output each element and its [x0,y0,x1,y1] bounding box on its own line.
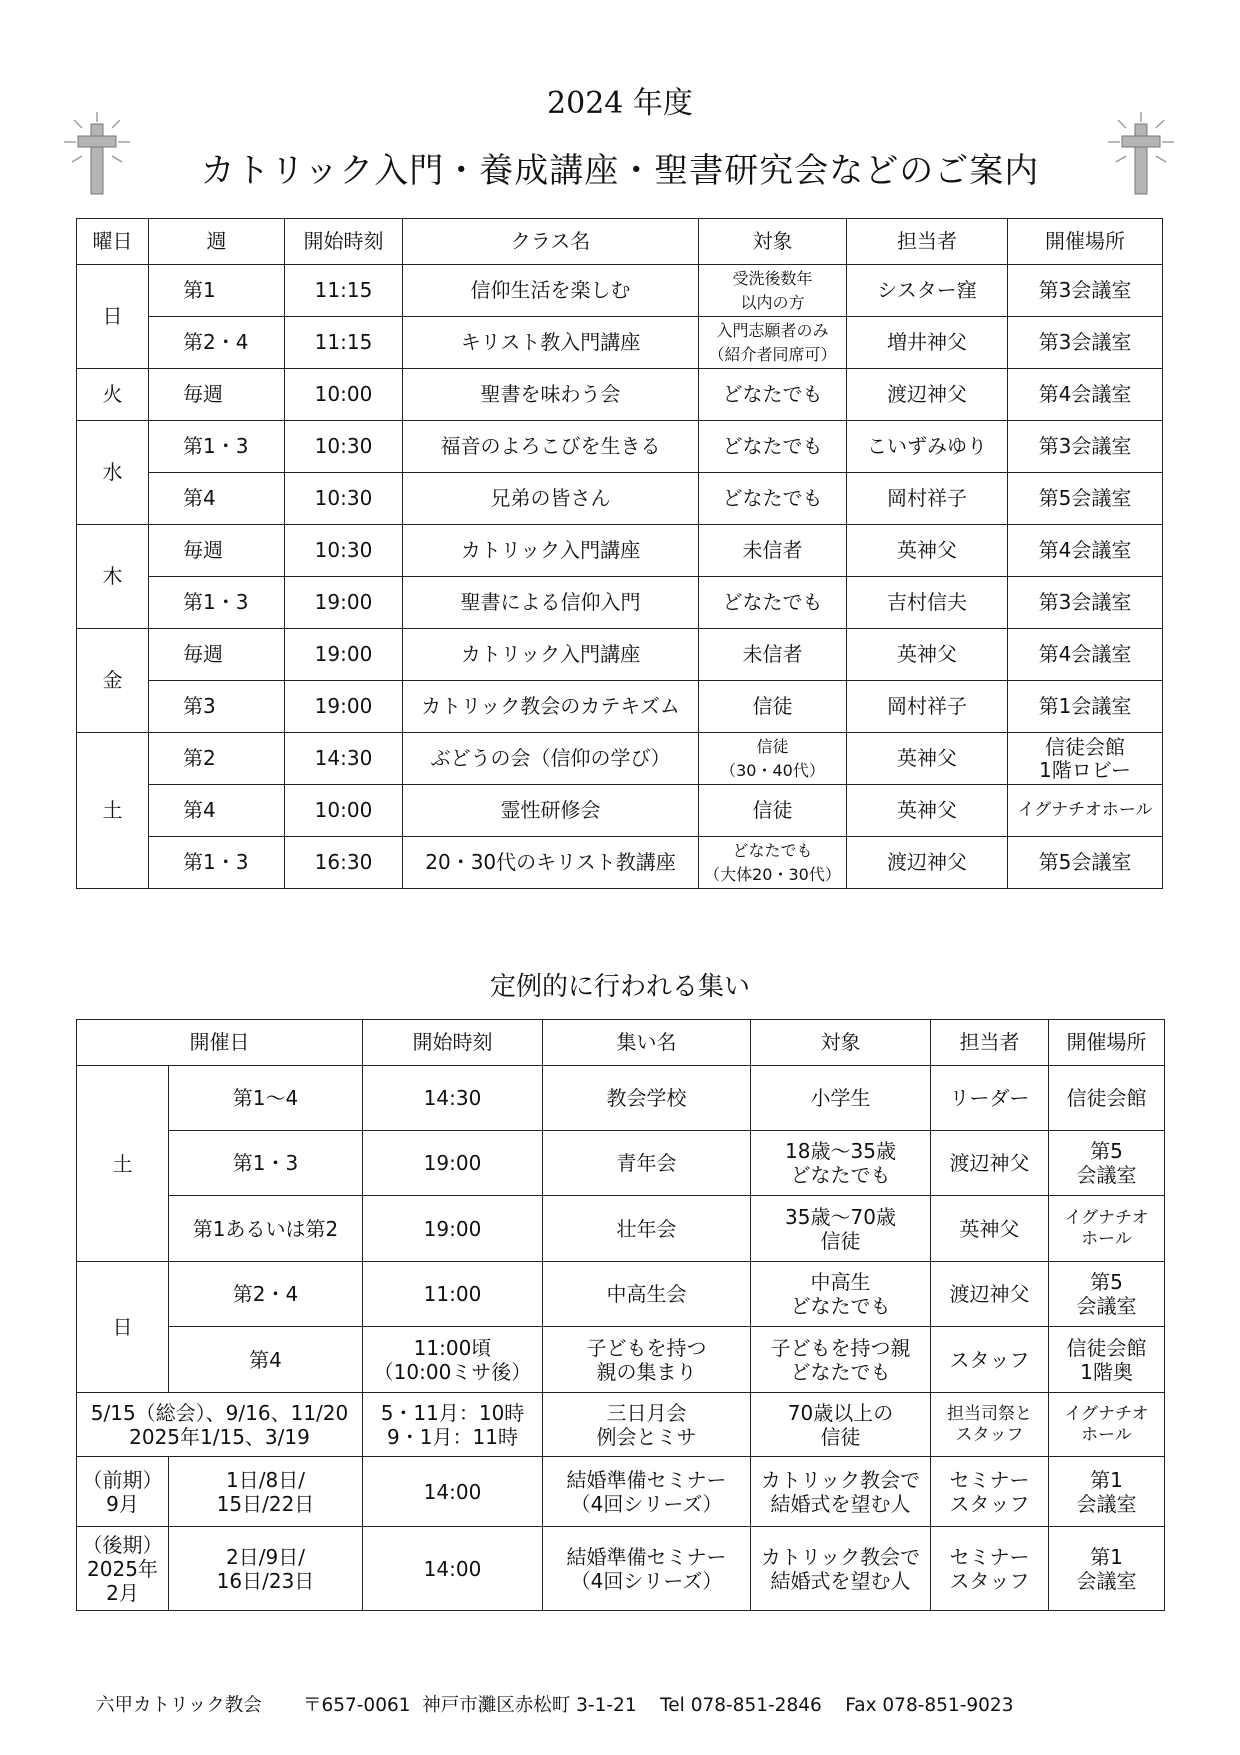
date-cell: 第2・4 [169,1262,363,1327]
staff-cell: 英神父 [931,1196,1049,1262]
table-header-row [77,219,1163,265]
staff-cell: 英神父 [847,733,1008,785]
column-header: 対象 [751,1020,931,1066]
table-row [77,837,1163,889]
date-cell: 1日/8日/ 15日/22日 [169,1457,363,1527]
week-cell: 第4 [149,473,285,525]
staff-cell: 英神父 [847,629,1008,681]
target-cell: 受洗後数年 以内の方 [699,265,847,317]
target-cell: 18歳～35歳 どなたでも [751,1131,931,1196]
staff-cell: 担当司祭と スタッフ [931,1393,1049,1457]
week-cell: 毎週 [149,369,285,421]
class-name-cell: 20・30代のキリスト教講座 [403,837,699,889]
table-row [77,1393,1165,1457]
gathering-name-cell: 青年会 [543,1131,751,1196]
staff-cell: セミナー スタッフ [931,1527,1049,1611]
week-cell: 毎週 [149,525,285,577]
staff-cell: スタッフ [931,1327,1049,1393]
time-cell: 10:30 [285,473,403,525]
column-header: 開催場所 [1008,219,1163,265]
class-name-cell: 聖書による信仰入門 [403,577,699,629]
time-cell: 19:00 [363,1196,543,1262]
time-cell: 10:00 [285,785,403,837]
column-header: 週 [149,219,285,265]
class-name-cell: カトリック教会のカテキズム [403,681,699,733]
table-row [77,629,1163,681]
place-cell: 第3会議室 [1008,317,1163,369]
place-cell: 第4会議室 [1008,629,1163,681]
column-header: 曜日 [77,219,149,265]
place-cell: イグナチオホール [1008,785,1163,837]
day-cell: 木 [77,525,149,629]
place-cell: 第5 会議室 [1049,1262,1165,1327]
place-cell: 第4会議室 [1008,525,1163,577]
class-name-cell: 霊性研修会 [403,785,699,837]
table-row [77,1327,1165,1393]
place-cell: イグナチオ ホール [1049,1393,1165,1457]
target-cell: どなたでも （大体20・30代） [699,837,847,889]
target-cell: 35歳～70歳 信徒 [751,1196,931,1262]
gathering-name-cell: 子どもを持つ 親の集まり [543,1327,751,1393]
target-cell: 子どもを持つ親 どなたでも [751,1327,931,1393]
gathering-name-cell: 教会学校 [543,1066,751,1131]
phone: Tel 078-851-2846 [660,1695,822,1716]
place-cell: 第3会議室 [1008,265,1163,317]
table-row [77,577,1163,629]
table-row [77,473,1163,525]
staff-cell: セミナー スタッフ [931,1457,1049,1527]
column-header: 開始時刻 [363,1020,543,1066]
class-name-cell: 兄弟の皆さん [403,473,699,525]
table-row [77,785,1163,837]
time-cell: 19:00 [285,681,403,733]
week-cell: 第1・3 [149,577,285,629]
day-cell: 日 [77,1262,169,1393]
place-cell: 第1会議室 [1008,681,1163,733]
table-row [77,733,1163,785]
place-cell: 第1 会議室 [1049,1527,1165,1611]
term-cell: （前期） 9月 [77,1457,169,1527]
table-row [77,525,1163,577]
time-cell: 5・11月：10時 9・1月：11時 [363,1393,543,1457]
time-cell: 19:00 [285,629,403,681]
address: 神戸市灘区赤松町 3-1-21 [422,1695,637,1716]
place-cell: 信徒会館 1階奥 [1049,1327,1165,1393]
staff-cell: 渡辺神父 [931,1131,1049,1196]
day-cell: 水 [77,421,149,525]
day-cell: 土 [77,1066,169,1262]
column-header: 集い名 [543,1020,751,1066]
week-cell: 第2 [149,733,285,785]
target-cell: 70歳以上の 信徒 [751,1393,931,1457]
target-cell: どなたでも [699,421,847,473]
date-cell: 2日/9日/ 16日/23日 [169,1527,363,1611]
class-name-cell: 信仰生活を楽しむ [403,265,699,317]
day-cell: 金 [77,629,149,733]
time-cell: 10:00 [285,369,403,421]
target-cell: 未信者 [699,525,847,577]
time-cell: 19:00 [285,577,403,629]
table-row [77,1196,1165,1262]
week-cell: 第4 [149,785,285,837]
time-cell: 14:00 [363,1527,543,1611]
gatherings-table [76,1019,1165,1611]
time-cell: 11:15 [285,317,403,369]
gathering-name-cell: 結婚準備セミナー （4回シリーズ） [543,1527,751,1611]
place-cell: 第5会議室 [1008,837,1163,889]
day-cell: 日 [77,265,149,369]
class-name-cell: 聖書を味わう会 [403,369,699,421]
time-cell: 16:30 [285,837,403,889]
date-cell: 5/15（総会）、9/16、11/20 2025年1/15、3/19 [77,1393,363,1457]
time-cell: 11:15 [285,265,403,317]
week-cell: 第1・3 [149,421,285,473]
staff-cell: リーダー [931,1066,1049,1131]
date-cell: 第1あるいは第2 [169,1196,363,1262]
target-cell: 入門志願者のみ （紹介者同席可） [699,317,847,369]
staff-cell: こいずみゆり [847,421,1008,473]
target-cell: どなたでも [699,577,847,629]
place-cell: イグナチオ ホール [1049,1196,1165,1262]
footer-contact [96,1691,1013,1717]
gathering-name-cell: 中高生会 [543,1262,751,1327]
week-cell: 第1 [149,265,285,317]
gatherings-heading: 定例的に行われる集い [489,972,750,1002]
column-header: 担当者 [931,1020,1049,1066]
table-row [77,1262,1165,1327]
time-cell: 10:30 [285,525,403,577]
gathering-name-cell: 結婚準備セミナー （4回シリーズ） [543,1457,751,1527]
class-name-cell: カトリック入門講座 [403,629,699,681]
column-header: 対象 [699,219,847,265]
time-cell: 11:00頃 （10:00ミサ後） [363,1327,543,1393]
staff-cell: 渡辺神父 [847,369,1008,421]
time-cell: 14:30 [363,1066,543,1131]
time-cell: 10:30 [285,421,403,473]
week-cell: 第3 [149,681,285,733]
staff-cell: 岡村祥子 [847,473,1008,525]
class-name-cell: キリスト教入門講座 [403,317,699,369]
column-header: 担当者 [847,219,1008,265]
time-cell: 14:00 [363,1457,543,1527]
class-name-cell: カトリック入門講座 [403,525,699,577]
classes-table [76,218,1163,889]
column-header: 開催場所 [1049,1020,1165,1066]
target-cell: 中高生 どなたでも [751,1262,931,1327]
staff-cell: 英神父 [847,525,1008,577]
table-row [77,265,1163,317]
target-cell: 未信者 [699,629,847,681]
staff-cell: 岡村祥子 [847,681,1008,733]
target-cell: どなたでも [699,473,847,525]
staff-cell: 渡辺神父 [931,1262,1049,1327]
column-header: クラス名 [403,219,699,265]
place-cell: 第1 会議室 [1049,1457,1165,1527]
gathering-name-cell: 壮年会 [543,1196,751,1262]
gathering-name-cell: 三日月会 例会とミサ [543,1393,751,1457]
target-cell: 信徒 （30・40代） [699,733,847,785]
place-cell: 第5 会議室 [1049,1131,1165,1196]
target-cell: 信徒 [699,785,847,837]
table-row [77,369,1163,421]
page-title: カトリック入門・養成講座・聖書研究会などのご案内 [200,151,1040,191]
table-row [77,1457,1165,1527]
place-cell: 信徒会館 [1049,1066,1165,1131]
time-cell: 14:30 [285,733,403,785]
column-header: 開催日 [77,1020,363,1066]
week-cell: 第1・3 [149,837,285,889]
time-cell: 11:00 [363,1262,543,1327]
target-cell: カトリック教会で 結婚式を望む人 [751,1457,931,1527]
staff-cell: 増井神父 [847,317,1008,369]
date-cell: 第1～4 [169,1066,363,1131]
table-header-row [77,1020,1165,1066]
target-cell: どなたでも [699,369,847,421]
time-cell: 19:00 [363,1131,543,1196]
place-cell: 第4会議室 [1008,369,1163,421]
table-row [77,1527,1165,1611]
place-cell: 第5会議室 [1008,473,1163,525]
staff-cell: 英神父 [847,785,1008,837]
staff-cell: 吉村信夫 [847,577,1008,629]
postal-code: 〒657-0061 [302,1695,411,1716]
target-cell: 信徒 [699,681,847,733]
fax: Fax 078-851-9023 [845,1695,1014,1716]
year-heading: 2024 年度 [547,86,693,121]
table-row [77,681,1163,733]
date-cell: 第4 [169,1327,363,1393]
term-cell: （後期） 2025年 2月 [77,1527,169,1611]
week-cell: 毎週 [149,629,285,681]
date-cell: 第1・3 [169,1131,363,1196]
table-row [77,421,1163,473]
column-header: 開始時刻 [285,219,403,265]
class-name-cell: 福音のよろこびを生きる [403,421,699,473]
table-row [77,317,1163,369]
week-cell: 第2・4 [149,317,285,369]
staff-cell: シスター窪 [847,265,1008,317]
church-name: 六甲カトリック教会 [96,1695,262,1716]
day-cell: 土 [77,733,149,889]
place-cell: 第3会議室 [1008,421,1163,473]
target-cell: カトリック教会で 結婚式を望む人 [751,1527,931,1611]
place-cell: 信徒会館 1階ロビー [1008,733,1163,785]
table-row [77,1131,1165,1196]
target-cell: 小学生 [751,1066,931,1131]
table-row [77,1066,1165,1131]
place-cell: 第3会議室 [1008,577,1163,629]
day-cell: 火 [77,369,149,421]
class-name-cell: ぶどうの会（信仰の学び） [403,733,699,785]
staff-cell: 渡辺神父 [847,837,1008,889]
